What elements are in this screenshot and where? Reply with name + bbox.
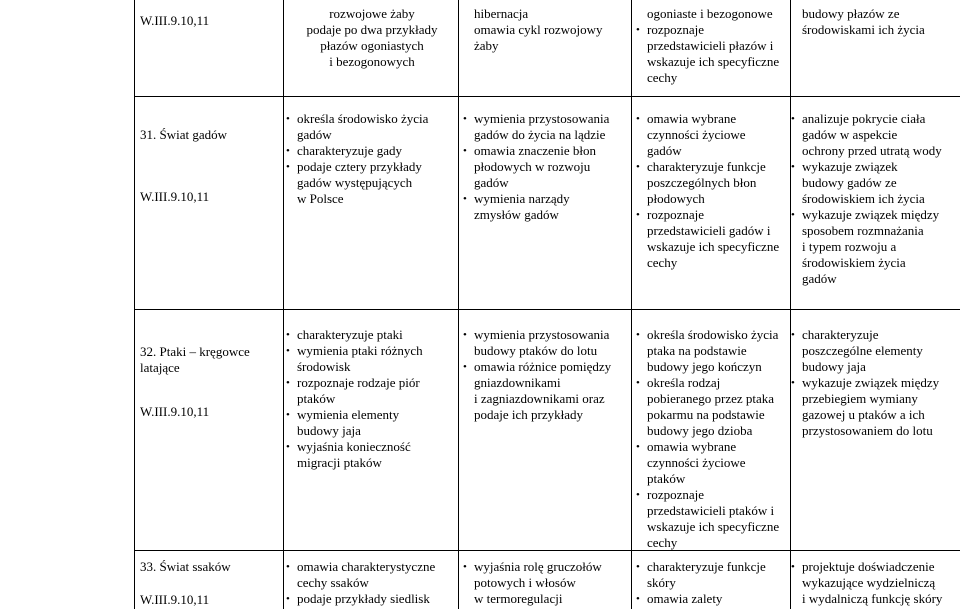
list-item: ptaka na podstawie — [647, 343, 747, 358]
list-item: • omawia wybrane — [647, 111, 797, 127]
list-item: przystosowaniem do lotu — [802, 423, 933, 438]
list-item: cechy — [647, 70, 678, 85]
requirements-cell — [297, 327, 447, 471]
list-item: środowiskami ich życia — [802, 22, 925, 37]
table-border-left — [134, 0, 135, 609]
list-item: • wykazuje związek między — [802, 207, 957, 223]
list-item: w termoregulacji — [474, 591, 563, 606]
list-item: przebiegiem wymiany — [802, 391, 918, 406]
list-item: sposobem rozmnażania — [802, 223, 924, 238]
list-item: migracji ptaków — [297, 455, 382, 470]
list-item: budowy płazów ze — [802, 6, 900, 21]
list-item: • analizuje pokrycie ciała — [802, 111, 957, 127]
list-item: cechy — [647, 255, 678, 270]
list-item: • wymienia narządy — [474, 191, 626, 207]
list-item: • rozpoznaje — [647, 22, 797, 38]
list-item: czynności życiowe — [647, 455, 746, 470]
list-item: wykazujące wydzielniczą — [802, 575, 936, 590]
list-item: przedstawicieli ptaków i — [647, 503, 775, 518]
list-item: • rozpoznaje rodzaje piór — [297, 375, 447, 391]
row-divider-3 — [134, 550, 960, 551]
requirements-cell — [647, 559, 797, 607]
column-divider-3 — [631, 0, 632, 609]
list-item: podaje po dwa przykłady — [306, 22, 438, 37]
list-item: środowiskiem życia — [802, 255, 906, 270]
list-item: • omawia zalety — [647, 591, 797, 607]
list-item: wskazuje ich specyficzne — [647, 519, 780, 534]
requirements-cell — [474, 327, 626, 423]
list-item: • wykazuje związek — [802, 159, 957, 175]
requirements-cell — [647, 111, 797, 271]
list-item: • wymienia elementy — [297, 407, 447, 423]
list-item: • wymienia przystosowania — [474, 111, 626, 127]
list-item: • określa środowisko życia — [297, 111, 447, 127]
list-item: potowych i włosów — [474, 575, 576, 590]
list-item: i zagniazdownikami oraz — [474, 391, 605, 406]
list-item: ogoniaste i bezogonowe — [647, 6, 773, 21]
list-item: budowy ptaków do lotu — [474, 343, 598, 358]
requirements-cell — [474, 111, 626, 223]
list-item: ptaków — [297, 391, 336, 406]
list-item: • omawia różnice pomiędzy — [474, 359, 626, 375]
list-item: • charakteryzuje gady — [297, 143, 447, 159]
list-item: budowy jaja — [802, 359, 866, 374]
list-item: płodowych — [647, 191, 705, 206]
list-item: omawia cykl rozwojowy — [474, 22, 603, 37]
list-item: • podaje przykłady siedlisk — [297, 591, 447, 607]
list-item: • charakteryzuje funkcje — [647, 159, 797, 175]
list-item: • wykazuje związek między — [802, 375, 957, 391]
list-item: gniazdownikami — [474, 375, 561, 390]
list-item: • charakteryzuje ptaki — [297, 327, 447, 343]
list-item: rozwojowe żaby — [329, 6, 415, 21]
list-item: • wyjaśnia rolę gruczołów — [474, 559, 626, 575]
requirements-cell — [297, 559, 447, 607]
list-item: wskazuje ich specyficzne — [647, 54, 780, 69]
row-code: W.III.9.10,11 — [140, 404, 210, 419]
list-item: przedstawicieli płazów i — [647, 38, 774, 53]
list-item: żaby — [474, 38, 499, 53]
list-item: cechy ssaków — [297, 575, 369, 590]
list-item: • określa rodzaj — [647, 375, 797, 391]
list-item: • rozpoznaje — [647, 487, 797, 503]
requirements-cell — [474, 6, 626, 54]
list-item: zmysłów gadów — [474, 207, 559, 222]
list-item: gadów — [474, 175, 509, 190]
list-item: płazów ogoniastych — [320, 38, 424, 53]
row-divider-2 — [134, 309, 960, 310]
row-divider-1 — [134, 96, 960, 97]
list-item: środowisk — [297, 359, 351, 374]
list-item: • wyjaśnia konieczność — [297, 439, 447, 455]
list-item: gadów — [802, 271, 837, 286]
list-item: gazowej u ptaków a ich — [802, 407, 925, 422]
list-item: gadów do życia na lądzie — [474, 127, 606, 142]
requirements-cell — [802, 6, 957, 38]
list-item: • charakteryzuje funkcje — [647, 559, 797, 575]
list-item: • wymienia ptaki różnych — [297, 343, 447, 359]
list-item: hibernacja — [474, 6, 529, 21]
list-item: wskazuje ich specyficzne — [647, 239, 780, 254]
list-item: • omawia znaczenie błon — [474, 143, 626, 159]
requirements-cell — [647, 6, 797, 86]
list-item: • omawia charakterystyczne — [297, 559, 447, 575]
column-divider-2 — [458, 0, 459, 609]
list-item: • rozpoznaje — [647, 207, 797, 223]
list-item: • charakteryzuje — [802, 327, 957, 343]
list-item: czynności życiowe — [647, 127, 746, 142]
list-item: cechy — [647, 535, 678, 550]
requirements-cell — [297, 6, 447, 70]
list-item: budowy gadów ze — [802, 175, 897, 190]
topic-title: 31. Świat gadów — [140, 127, 228, 142]
list-item: • projektuje doświadczenie — [802, 559, 957, 575]
list-item: gadów w aspekcie — [802, 127, 898, 142]
list-item: i typem rozwoju a — [802, 239, 897, 254]
list-item: gadów — [647, 143, 682, 158]
list-item: ochrony przed utratą wody — [802, 143, 942, 158]
list-item: budowy jaja — [297, 423, 361, 438]
list-item: płodowych w rozwoju — [474, 159, 591, 174]
list-item: i bezogonowych — [329, 54, 415, 69]
list-item: podaje ich przykłady — [474, 407, 584, 422]
list-item: • wymienia przystosowania — [474, 327, 626, 343]
row-code: W.III.9.10,11 — [140, 13, 210, 28]
list-item: pobieranego przez ptaka — [647, 391, 775, 406]
list-item: środowiskiem ich życia — [802, 191, 925, 206]
list-item: poszczególne elementy — [802, 343, 923, 358]
list-item: • określa środowisko życia — [647, 327, 797, 343]
topic-title: 32. Ptaki – kręgowce latające — [140, 344, 250, 375]
list-item: przedstawicieli gadów i — [647, 223, 771, 238]
requirements-cell — [297, 111, 447, 207]
row-code: W.III.9.10,11 — [140, 189, 210, 204]
requirements-cell — [802, 559, 957, 607]
list-item: ptaków — [647, 471, 686, 486]
requirements-cell — [802, 111, 957, 287]
list-item: budowy jego dzioba — [647, 423, 753, 438]
list-item: pokarmu na podstawie — [647, 407, 765, 422]
row-code: W.III.9.10,11 — [140, 592, 210, 607]
topic-title: 33. Świat ssaków — [140, 559, 231, 574]
list-item: gadów — [297, 127, 332, 142]
requirements-cell — [647, 327, 797, 551]
requirements-cell — [802, 327, 957, 439]
list-item: • podaje cztery przykłady — [297, 159, 447, 175]
list-item: • omawia wybrane — [647, 439, 797, 455]
list-item: skóry — [647, 575, 676, 590]
list-item: w Polsce — [297, 191, 344, 206]
list-item: i wydalniczą funkcję skóry — [802, 591, 943, 606]
list-item: poszczególnych błon — [647, 175, 757, 190]
requirements-cell — [474, 559, 626, 607]
list-item: gadów występujących — [297, 175, 413, 190]
list-item: budowy jego kończyn — [647, 359, 762, 374]
column-divider-1 — [283, 0, 284, 609]
